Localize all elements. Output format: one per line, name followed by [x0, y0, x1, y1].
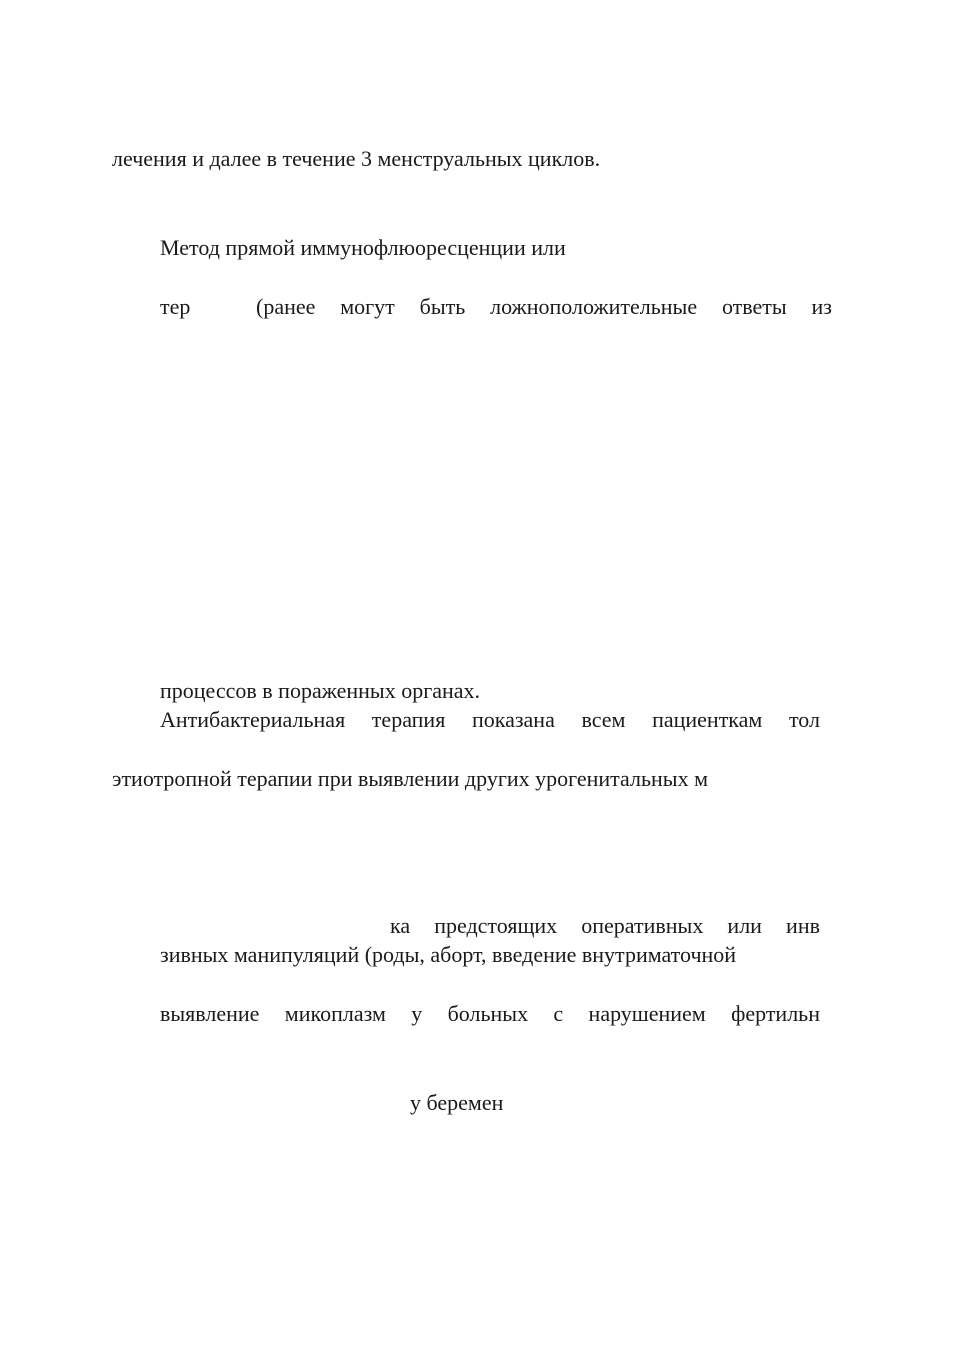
text-line-6: этиотропной терапии при выявлении других урогенитальных м	[112, 766, 708, 791]
text-line-9: выявление микоплазм у больных с нарушением фертильн	[160, 1001, 820, 1026]
text-line-7: ка предстоящих оперативных или инв	[390, 913, 820, 938]
text-fragment-false-positive: (ранее могут быть ложноположительные ответы из	[256, 294, 832, 319]
text-line-5: Антибактериальная терапия показана всем пациенткам тол	[160, 707, 820, 732]
text-line-1: лечения и далее в течение 3 менструальных циклов.	[112, 146, 601, 171]
text-line-3	[160, 296, 832, 318]
text-line-8: зивных манипуляций (роды, аборт, введение внутриматочной	[160, 942, 737, 967]
text-line-10: у беремен	[410, 1090, 504, 1115]
text-fragment-ter: тер	[160, 294, 191, 319]
text-line-4: процессов в пораженных органах.	[160, 678, 481, 703]
text-line-2: Метод прямой иммунофлюоресценции или	[160, 235, 566, 260]
